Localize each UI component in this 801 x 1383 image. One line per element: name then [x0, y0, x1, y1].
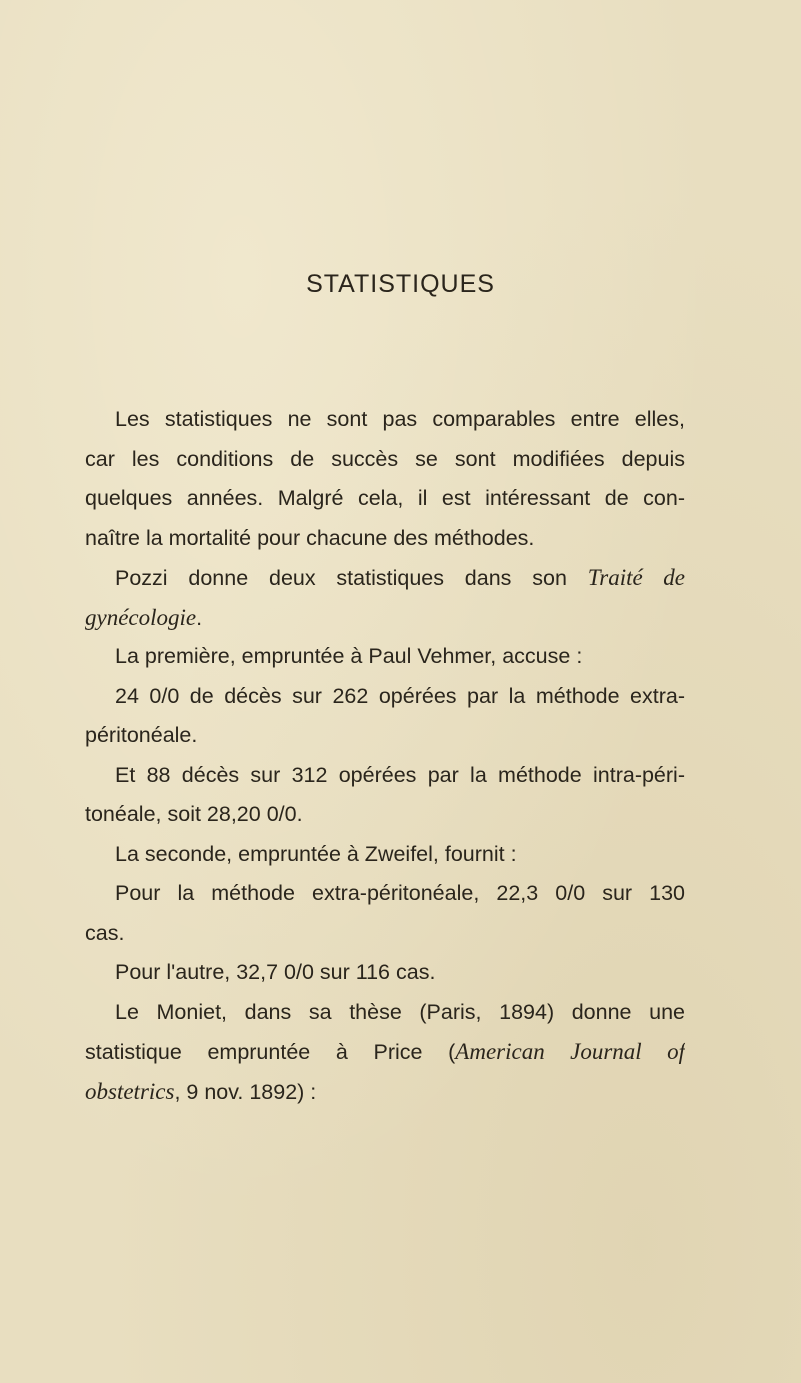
text-line: péritonéale.	[85, 723, 198, 747]
text-line: Et 88 décès sur 312 opérées par la méthode intra-péri-	[115, 762, 685, 787]
book-title-italic: Traité de	[587, 565, 685, 590]
text-line	[85, 1032, 685, 1072]
text-line: car les conditions de succès se sont modifiées depuis	[85, 446, 685, 471]
text-line	[85, 1072, 685, 1112]
text-line	[85, 598, 685, 638]
text-line: tonéale, soit 28,20 0/0.	[85, 802, 303, 826]
text-line: quelques années. Malgré cela, il est intéressant de con-	[85, 486, 685, 510]
text-line: La seconde, empruntée à Zweifel, fournit :	[115, 841, 517, 866]
text-line: Le Moniet, dans sa thèse (Paris, 1894) donne une	[115, 999, 685, 1024]
text-line	[85, 558, 685, 598]
text-run: .	[196, 605, 203, 630]
page-title: STATISTIQUES	[306, 270, 495, 298]
text-line: La première, empruntée à Paul Vehmer, accuse :	[115, 644, 583, 668]
text-line: cas.	[85, 920, 125, 945]
book-title-italic: gynécologie	[85, 604, 197, 630]
body-text	[85, 400, 685, 1111]
journal-title-italic: American Journal of	[455, 1039, 685, 1064]
text-line: naître la mortalité pour chacune des méthodes.	[85, 525, 535, 550]
journal-title-italic: obstetrics	[85, 1078, 175, 1104]
text-run: statistique empruntée à Price (	[85, 1040, 456, 1064]
text-run: Pozzi donne deux statistiques dans son	[115, 566, 588, 590]
text-line: Pour la méthode extra-péritonéale, 22,3 0/0 sur 130	[115, 881, 685, 905]
text-line: 24 0/0 de décès sur 262 opérées par la méthode extra-	[115, 683, 685, 708]
text-line: Pour l'autre, 32,7 0/0 sur 116 cas.	[115, 960, 436, 984]
text-run: , 9 nov. 1892) :	[174, 1079, 317, 1104]
text-line: Les statistiques ne sont pas comparables entre elles,	[115, 407, 685, 431]
